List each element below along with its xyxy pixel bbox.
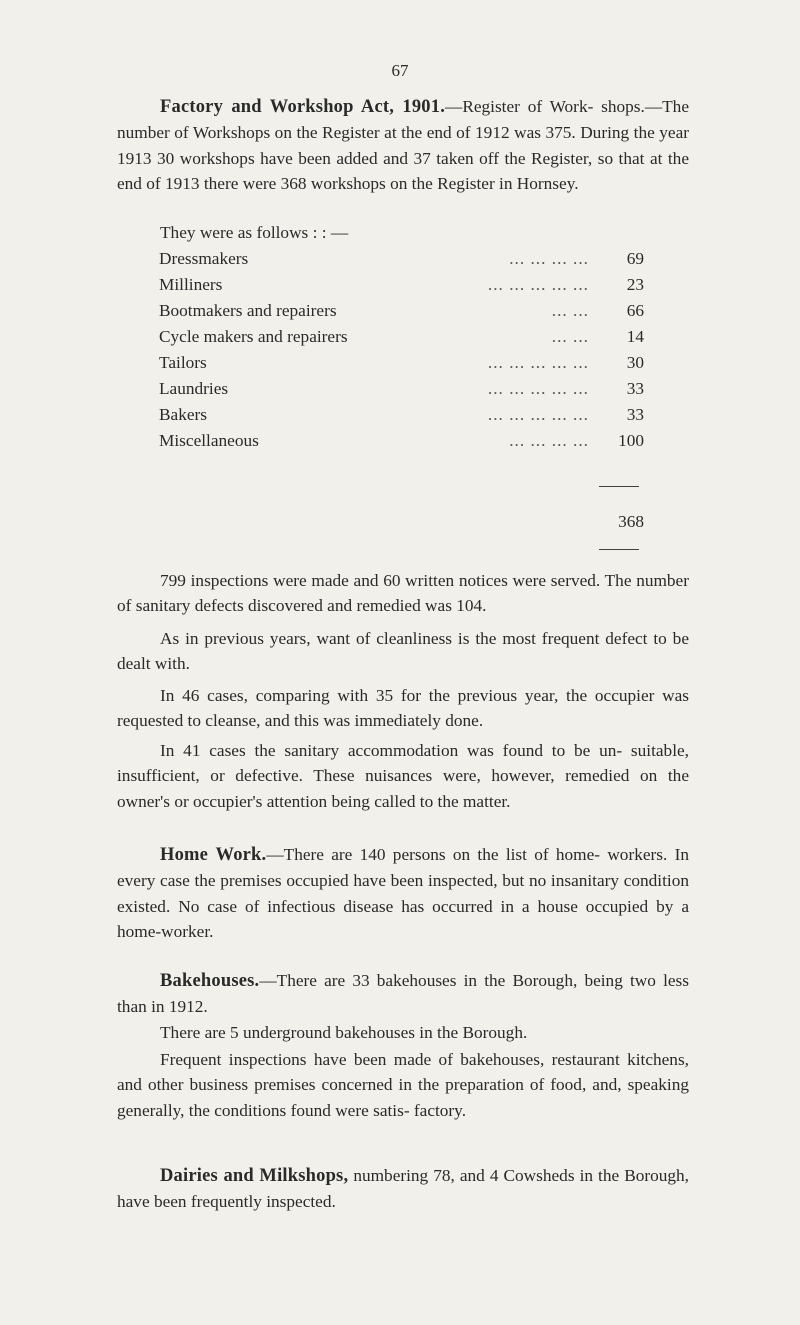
dairies-text: numbering 78, and 4 Cowsheds in the Borough, have been frequently inspected. [117, 1166, 689, 1212]
leader-dots: ... ... [551, 301, 589, 320]
underground-bakehouses-paragraph: There are 5 underground bakehouses in the Borough. [160, 1023, 528, 1042]
row-label: Dressmakers [159, 249, 249, 268]
dairies-paragraph [117, 1163, 689, 1215]
leader-dots: ... ... ... ... ... [487, 353, 589, 372]
row-label: Bootmakers and repairers [159, 301, 337, 320]
table-row [159, 402, 644, 428]
bakehouses-heading: Bakehouses. [160, 971, 260, 991]
total-value: 368 [618, 512, 644, 531]
row-value: 66 [626, 301, 644, 320]
row-value: 23 [626, 275, 644, 294]
table-row [159, 298, 644, 324]
row-value: 33 [626, 379, 644, 398]
row-label: Tailors [159, 353, 207, 372]
bakehouse-inspections-paragraph: Frequent inspections have been made of bakehouses, restaurant kitchens, and other business premises concerned in the preparation of food, and, speaking generally, the conditions found were satis- factory. [117, 1050, 689, 1120]
page-number: 67 [391, 61, 409, 80]
table-row [159, 350, 644, 376]
factory-workshop-text: —Register of Work- shops.—The number of Workshops on the Register at the end of 1912 was 375. During the year 1913 30 workshops have been added and 37 taken off the Register, so that at the end of 1913 there were 368 workshops on the Register in Hornsey. [117, 97, 689, 193]
table-row [159, 324, 644, 350]
leader-dots: ... ... ... ... ... [487, 405, 589, 424]
total-rule-top [599, 486, 639, 487]
row-value: 30 [626, 353, 644, 372]
cleanliness-paragraph: As in previous years, want of cleanliness is the most frequent defect to be dealt with. [117, 629, 689, 674]
row-value: 100 [618, 431, 644, 450]
factory-workshop-paragraph [117, 94, 689, 196]
list-intro: They were as follows : : — [160, 223, 349, 242]
row-value: 69 [626, 249, 644, 268]
total-rule-bottom [599, 549, 639, 550]
row-label: Milliners [159, 275, 223, 294]
bakehouses-paragraph [117, 968, 689, 1020]
home-work-text: —There are 140 persons on the list of home- workers. In every case the premises occupied have been inspected, but no insanitary condition existed. No case of infectious disease has occurred in a house occupied by a home-worker. [117, 845, 689, 941]
row-label: Bakers [159, 405, 207, 424]
table-row [159, 246, 644, 272]
leader-dots: ... ... ... ... [509, 249, 589, 268]
row-value: 33 [626, 405, 644, 424]
leader-dots: ... ... ... ... [509, 431, 589, 450]
table-row [159, 428, 644, 454]
dairies-heading: Dairies and Milkshops, [160, 1166, 349, 1186]
row-label: Cycle makers and repairers [159, 327, 348, 346]
factory-workshop-heading: Factory and Workshop Act, 1901. [160, 97, 446, 117]
leader-dots: ... ... ... ... ... [487, 379, 589, 398]
table-row [159, 272, 644, 298]
leader-dots: ... ... ... ... ... [487, 275, 589, 294]
cases-41-paragraph: In 41 cases the sanitary accommodation was found to be un- suitable, insufficient, or defective. These nuisances were, however, remedied on the owner's or occupier's attention being called to the matter. [117, 741, 689, 811]
bakehouses-text: —There are 33 bakehouses in the Borough, being two less than in 1912. [117, 971, 689, 1017]
home-work-paragraph [117, 842, 689, 944]
row-value: 14 [626, 327, 644, 346]
table-row [159, 376, 644, 402]
inspections-paragraph: 799 inspections were made and 60 written notices were served. The number of sanitary defects discovered and remedied was 104. [117, 571, 689, 616]
row-label: Miscellaneous [159, 431, 259, 450]
home-work-heading: Home Work. [160, 845, 267, 865]
leader-dots: ... ... [551, 327, 589, 346]
row-label: Laundries [159, 379, 229, 398]
cases-46-paragraph: In 46 cases, comparing with 35 for the previous year, the occupier was requested to cleanse, and this was immediately done. [117, 686, 689, 731]
